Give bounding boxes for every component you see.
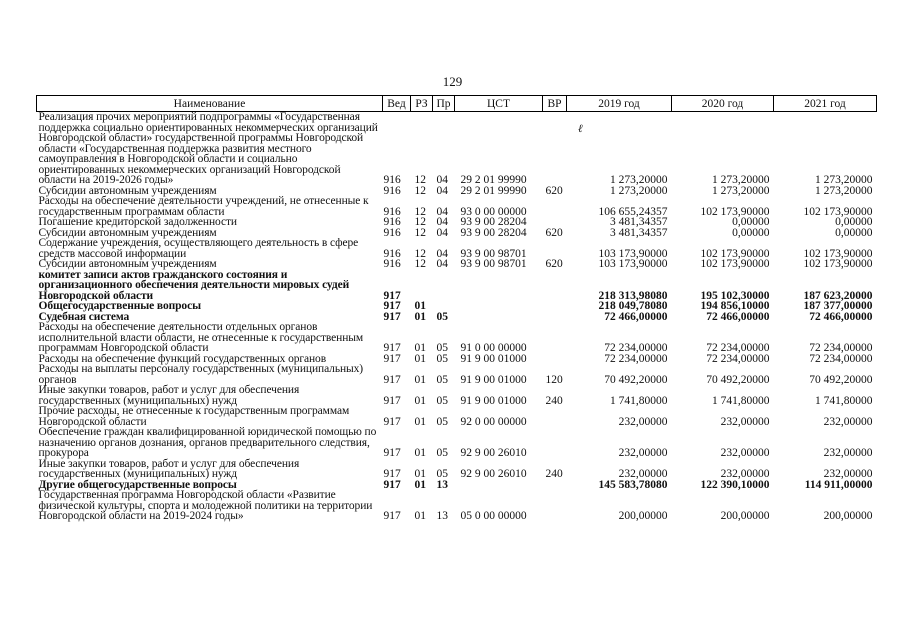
row-2020-cell: 102 173,90000 xyxy=(700,247,770,260)
row-name-cell: Расходы на обеспечение функций государственных органов xyxy=(38,352,327,365)
row-pr-cell: 04 xyxy=(436,226,448,239)
row-rz-cell: 01 xyxy=(414,447,426,459)
table-header-row xyxy=(37,96,877,112)
row-ved-cell: 917 xyxy=(383,310,401,323)
row-2021-cell: 72 234,00000 xyxy=(809,352,873,365)
row-2020-cell: 195 102,30000 xyxy=(700,289,770,302)
table-row xyxy=(37,406,877,427)
row-vr-cell xyxy=(543,238,567,259)
row-vr-cell xyxy=(543,406,567,427)
row-ved-cell: 917 xyxy=(383,352,401,365)
row-rz-cell: 12 xyxy=(414,226,426,239)
row-rz-cell: 01 xyxy=(414,394,426,407)
header-2019: 2019 год xyxy=(567,96,672,112)
row-2021-cell: 200,00000 xyxy=(823,510,873,522)
row-vr-cell xyxy=(543,270,567,302)
row-2021-cell: 232,00000 xyxy=(823,415,873,428)
row-vr-cell xyxy=(543,354,567,365)
row-2019-cell: 3 481,34357 xyxy=(610,216,668,228)
row-2020-cell: 102 173,90000 xyxy=(700,205,770,218)
row-2021-cell: 187 623,20000 xyxy=(803,289,873,302)
row-rz-cell: 01 xyxy=(414,352,426,365)
row-2021-cell: 1 273,20000 xyxy=(815,174,873,186)
row-cst-cell: 92 0 00 00000 xyxy=(460,415,527,428)
row-2019-cell: 72 234,00000 xyxy=(604,352,668,365)
row-vr-cell xyxy=(543,196,567,217)
row-2019-cell: 1 741,80000 xyxy=(610,394,668,407)
row-vr-cell xyxy=(543,112,567,186)
row-2019-cell: 200,00000 xyxy=(618,510,668,522)
row-pr-cell: 05 xyxy=(436,352,448,365)
row-vr-cell xyxy=(543,217,567,228)
row-pr-cell: 05 xyxy=(436,310,448,323)
row-name-cell: Субсидии автономным учреждениям xyxy=(38,258,217,270)
row-2020-cell: 232,00000 xyxy=(720,447,770,459)
row-vr-cell: 120 xyxy=(545,373,563,386)
row-pr-cell: 04 xyxy=(436,216,448,228)
row-cst-cell: 91 9 00 01000 xyxy=(460,394,527,407)
table-row xyxy=(37,385,877,406)
row-ved-cell: 916 xyxy=(383,184,401,197)
table-body xyxy=(37,112,877,522)
row-cst-cell: 29 2 01 99990 xyxy=(460,184,527,197)
row-rz-cell: 12 xyxy=(414,258,426,270)
row-2019-cell: 218 313,98080 xyxy=(598,289,668,302)
row-2020-cell: 200,00000 xyxy=(720,510,770,522)
row-name-cell: Содержание учреждения, осуществляющего деятельность в сфере средств массовой информации xyxy=(38,237,359,260)
row-vr-cell: 240 xyxy=(545,468,563,480)
row-pr-cell: 13 xyxy=(436,510,448,522)
row-2019-cell: 232,00000 xyxy=(618,415,668,428)
row-2021-cell: 187 377,00000 xyxy=(803,300,873,312)
row-2020-cell: 0,00000 xyxy=(732,226,770,239)
row-vr-cell xyxy=(543,480,567,491)
row-2019-cell: 218 049,78080 xyxy=(598,300,668,312)
row-ved-cell: 916 xyxy=(383,226,401,239)
row-2021-cell: 1 273,20000 xyxy=(815,184,873,197)
row-2019-cell: 72 466,00000 xyxy=(604,310,668,323)
table-row xyxy=(37,364,877,385)
row-2019-cell: 106 655,24357 xyxy=(598,205,668,218)
row-2020-cell: 194 856,10000 xyxy=(700,300,770,312)
row-ved-cell: 917 xyxy=(383,447,401,459)
row-cst-cell: 91 9 00 01000 xyxy=(460,352,527,365)
table-row xyxy=(37,112,877,186)
row-pr-cell: 05 xyxy=(436,415,448,428)
row-2020-cell: 72 466,00000 xyxy=(706,310,770,323)
row-vr-cell xyxy=(543,312,567,323)
table-row xyxy=(37,270,877,302)
row-cst-cell xyxy=(455,270,543,302)
row-2019-cell: 3 481,34357 xyxy=(610,226,668,239)
row-name-cell: Иные закупки товаров, работ и услуг для обеспечения государственных (муниципальных) нужд xyxy=(38,384,300,407)
row-rz-cell: 01 xyxy=(414,510,426,522)
row-2021-cell: 70 492,20000 xyxy=(809,373,873,386)
row-2021-cell: 114 911,00000 xyxy=(804,478,873,491)
row-rz-cell: 01 xyxy=(414,478,426,491)
row-name-cell: Государственная программа Новгородской области «Развитие физической культуры, спорта и молодежной политики на территории Новгородской области на 2019-2024 годы» xyxy=(38,489,373,522)
row-vr-cell: 620 xyxy=(545,258,563,270)
row-2021-cell: 102 173,90000 xyxy=(803,205,873,218)
row-2020-cell: 0,00000 xyxy=(732,216,770,228)
row-2020-cell: 1 273,20000 xyxy=(712,174,770,186)
row-pr-cell: 05 xyxy=(436,373,448,386)
row-2019-cell: 145 583,78080 xyxy=(598,478,668,491)
row-name-cell: Общегосударственные вопросы xyxy=(38,300,201,312)
row-name-cell: Погашение кредиторской задолженности xyxy=(38,216,237,228)
row-name-cell: Субсидии автономным учреждениям xyxy=(38,226,217,239)
row-ved-cell: 916 xyxy=(383,174,401,186)
row-cst-cell: 91 0 00 00000 xyxy=(460,342,527,354)
row-ved-cell: 917 xyxy=(383,342,401,354)
row-name-cell: Прочие расходы, не отнесенные к государственным программам Новгородской области xyxy=(38,405,350,428)
row-cst-cell: 29 2 01 99990 xyxy=(460,174,527,186)
row-rz-cell: 01 xyxy=(414,373,426,386)
row-name-cell: Судебная система xyxy=(38,310,130,323)
row-vr-cell xyxy=(543,427,567,459)
row-2020-cell: 232,00000 xyxy=(720,468,770,480)
row-pr-cell: 04 xyxy=(436,205,448,218)
row-pr-cell: 05 xyxy=(436,342,448,354)
row-cst-cell: 93 9 00 98701 xyxy=(460,247,527,260)
row-rz-cell: 01 xyxy=(414,300,426,312)
row-vr-cell: 620 xyxy=(545,184,563,197)
row-pr-cell: 13 xyxy=(436,478,448,491)
row-ved-cell: 917 xyxy=(383,415,401,428)
row-pr-cell: 04 xyxy=(436,174,448,186)
row-name-cell: Обеспечение граждан квалифицированной юридической помощью по назначению органов дознания, органов предварительного следствия, прокурора xyxy=(38,426,377,459)
row-ved-cell: 916 xyxy=(383,216,401,228)
row-2020-cell: 1 273,20000 xyxy=(712,184,770,197)
row-vr-cell xyxy=(543,301,567,312)
row-pr-cell: 04 xyxy=(436,258,448,270)
row-name-cell: Субсидии автономным учреждениям xyxy=(38,184,217,197)
row-cst-cell: 93 9 00 28204 xyxy=(460,226,527,239)
row-pr-cell: 05 xyxy=(436,468,448,480)
table-row xyxy=(37,238,877,259)
row-pr-cell: 05 xyxy=(436,447,448,459)
row-rz-cell: 01 xyxy=(414,310,426,323)
row-rz-cell: 12 xyxy=(414,216,426,228)
row-name-cell: Расходы на выплаты персоналу государственных (муниципальных) органов xyxy=(38,363,364,386)
header-ved: Вед xyxy=(383,96,411,112)
handwritten-mark: ℓ xyxy=(578,123,583,135)
header-2020: 2020 год xyxy=(672,96,774,112)
row-ved-cell: 917 xyxy=(383,468,401,480)
row-ved-cell: 916 xyxy=(383,258,401,270)
table-row xyxy=(37,196,877,217)
row-2021-cell: 102 173,90000 xyxy=(803,258,873,270)
table-row xyxy=(37,322,877,354)
header-name: Наименование xyxy=(37,96,383,112)
row-2020-cell: 1 741,80000 xyxy=(712,394,770,407)
row-2020-cell: 102 173,90000 xyxy=(700,258,770,270)
row-name-cell: Расходы на обеспечение деятельности учреждений, не отнесенные к государственным программам области xyxy=(38,195,369,218)
row-2019-cell: 103 173,90000 xyxy=(598,247,668,260)
header-vr: ВР xyxy=(543,96,567,112)
row-vr-cell xyxy=(543,322,567,354)
row-rz-cell: 12 xyxy=(414,205,426,218)
row-cst-cell: 93 9 00 28204 xyxy=(460,216,527,228)
row-2020-cell: 70 492,20000 xyxy=(706,373,770,386)
row-2019-cell: 232,00000 xyxy=(618,447,668,459)
row-ved-cell: 917 xyxy=(383,373,401,386)
row-2020-cell: 232,00000 xyxy=(720,415,770,428)
row-2019-cell: 72 234,00000 xyxy=(604,342,668,354)
row-2019-cell: 103 173,90000 xyxy=(598,258,668,270)
row-pr-cell: 04 xyxy=(436,247,448,260)
row-cst-cell xyxy=(455,312,543,323)
row-rz-cell: 01 xyxy=(414,468,426,480)
row-pr-cell: 05 xyxy=(436,394,448,407)
row-2021-cell: 0,00000 xyxy=(835,216,873,228)
row-rz-cell: 12 xyxy=(414,174,426,186)
row-ved-cell: 917 xyxy=(383,289,401,302)
row-cst-cell xyxy=(455,480,543,491)
row-name-cell: Иные закупки товаров, работ и услуг для обеспечения государственных (муниципальных) нужд xyxy=(38,457,300,480)
row-2019-cell: 70 492,20000 xyxy=(604,373,668,386)
row-ved-cell: 917 xyxy=(383,478,401,491)
table-row xyxy=(37,427,877,459)
row-cst-cell: 05 0 00 00000 xyxy=(460,510,527,522)
row-rz-cell: 12 xyxy=(414,247,426,260)
row-cst-cell: 93 9 00 98701 xyxy=(460,258,527,270)
page-number: 129 xyxy=(442,74,463,89)
row-2019-cell: 1 273,20000 xyxy=(610,184,668,197)
row-2021-cell: 232,00000 xyxy=(823,447,873,459)
row-vr-cell xyxy=(543,490,567,522)
budget-table xyxy=(36,95,877,522)
row-ved-cell: 917 xyxy=(383,510,401,522)
row-2021-cell: 1 741,80000 xyxy=(815,394,873,407)
row-pr-cell xyxy=(433,270,455,302)
row-2019-cell: 232,00000 xyxy=(618,468,668,480)
table-row xyxy=(37,490,877,522)
row-rz-cell xyxy=(411,270,433,302)
row-cst-cell: 93 0 00 00000 xyxy=(460,205,527,218)
row-2020-cell: 72 234,00000 xyxy=(706,352,770,365)
table-row xyxy=(37,217,877,228)
row-2021-cell: 102 173,90000 xyxy=(803,247,873,260)
row-rz-cell: 01 xyxy=(414,342,426,354)
row-2021-cell: 232,00000 xyxy=(823,468,873,480)
row-vr-cell: 620 xyxy=(545,226,563,239)
row-2021-cell: 72 234,00000 xyxy=(809,342,873,354)
table-row xyxy=(37,259,877,270)
row-vr-cell: 240 xyxy=(545,394,563,407)
row-2020-cell: 72 234,00000 xyxy=(706,342,770,354)
row-2021-cell: 72 466,00000 xyxy=(809,310,873,323)
row-2019-cell: 1 273,20000 xyxy=(610,174,668,186)
row-2021-cell: 0,00000 xyxy=(835,226,873,239)
row-cst-cell: 91 9 00 01000 xyxy=(460,373,527,386)
row-ved-cell: 917 xyxy=(383,300,401,312)
row-cst-cell xyxy=(455,301,543,312)
row-name-cell: Реализация прочих мероприятий подпрограммы «Государственная поддержка социально ориентированных некоммерческих организаций Новгородской области» государственной программы Новгородской области «Государственная поддержка развития местного самоуправления в Новгородской области и социально ориентированных некоммерческих организаций Новгородской области на 2019-2026 годы» xyxy=(38,111,378,186)
header-cst: ЦСТ xyxy=(455,96,543,112)
row-ved-cell: 916 xyxy=(383,205,401,218)
row-2020-cell: 122 390,10000 xyxy=(700,478,770,491)
row-ved-cell: 917 xyxy=(383,394,401,407)
row-rz-cell: 01 xyxy=(414,415,426,428)
row-rz-cell: 12 xyxy=(414,184,426,197)
row-pr-cell xyxy=(433,301,455,312)
row-cst-cell: 92 9 00 26010 xyxy=(460,468,527,480)
header-rz: РЗ xyxy=(411,96,433,112)
row-name-cell: Расходы на обеспечение деятельности отдельных органов исполнительной власти области, не отнесенные к государственным программам Новгородской области xyxy=(38,321,364,354)
header-pr: Пр xyxy=(433,96,455,112)
row-cst-cell: 92 9 00 26010 xyxy=(460,447,527,459)
header-2021: 2021 год xyxy=(774,96,877,112)
row-name-cell: Другие общегосударственные вопросы xyxy=(38,478,237,491)
row-ved-cell: 916 xyxy=(383,247,401,260)
table-row xyxy=(37,301,877,312)
table-row xyxy=(37,459,877,480)
row-pr-cell: 04 xyxy=(436,184,448,197)
row-name-cell: комитет записи актов гражданского состояния и организационного обеспечения деятельности мировых судей Новгородской области xyxy=(38,268,350,302)
